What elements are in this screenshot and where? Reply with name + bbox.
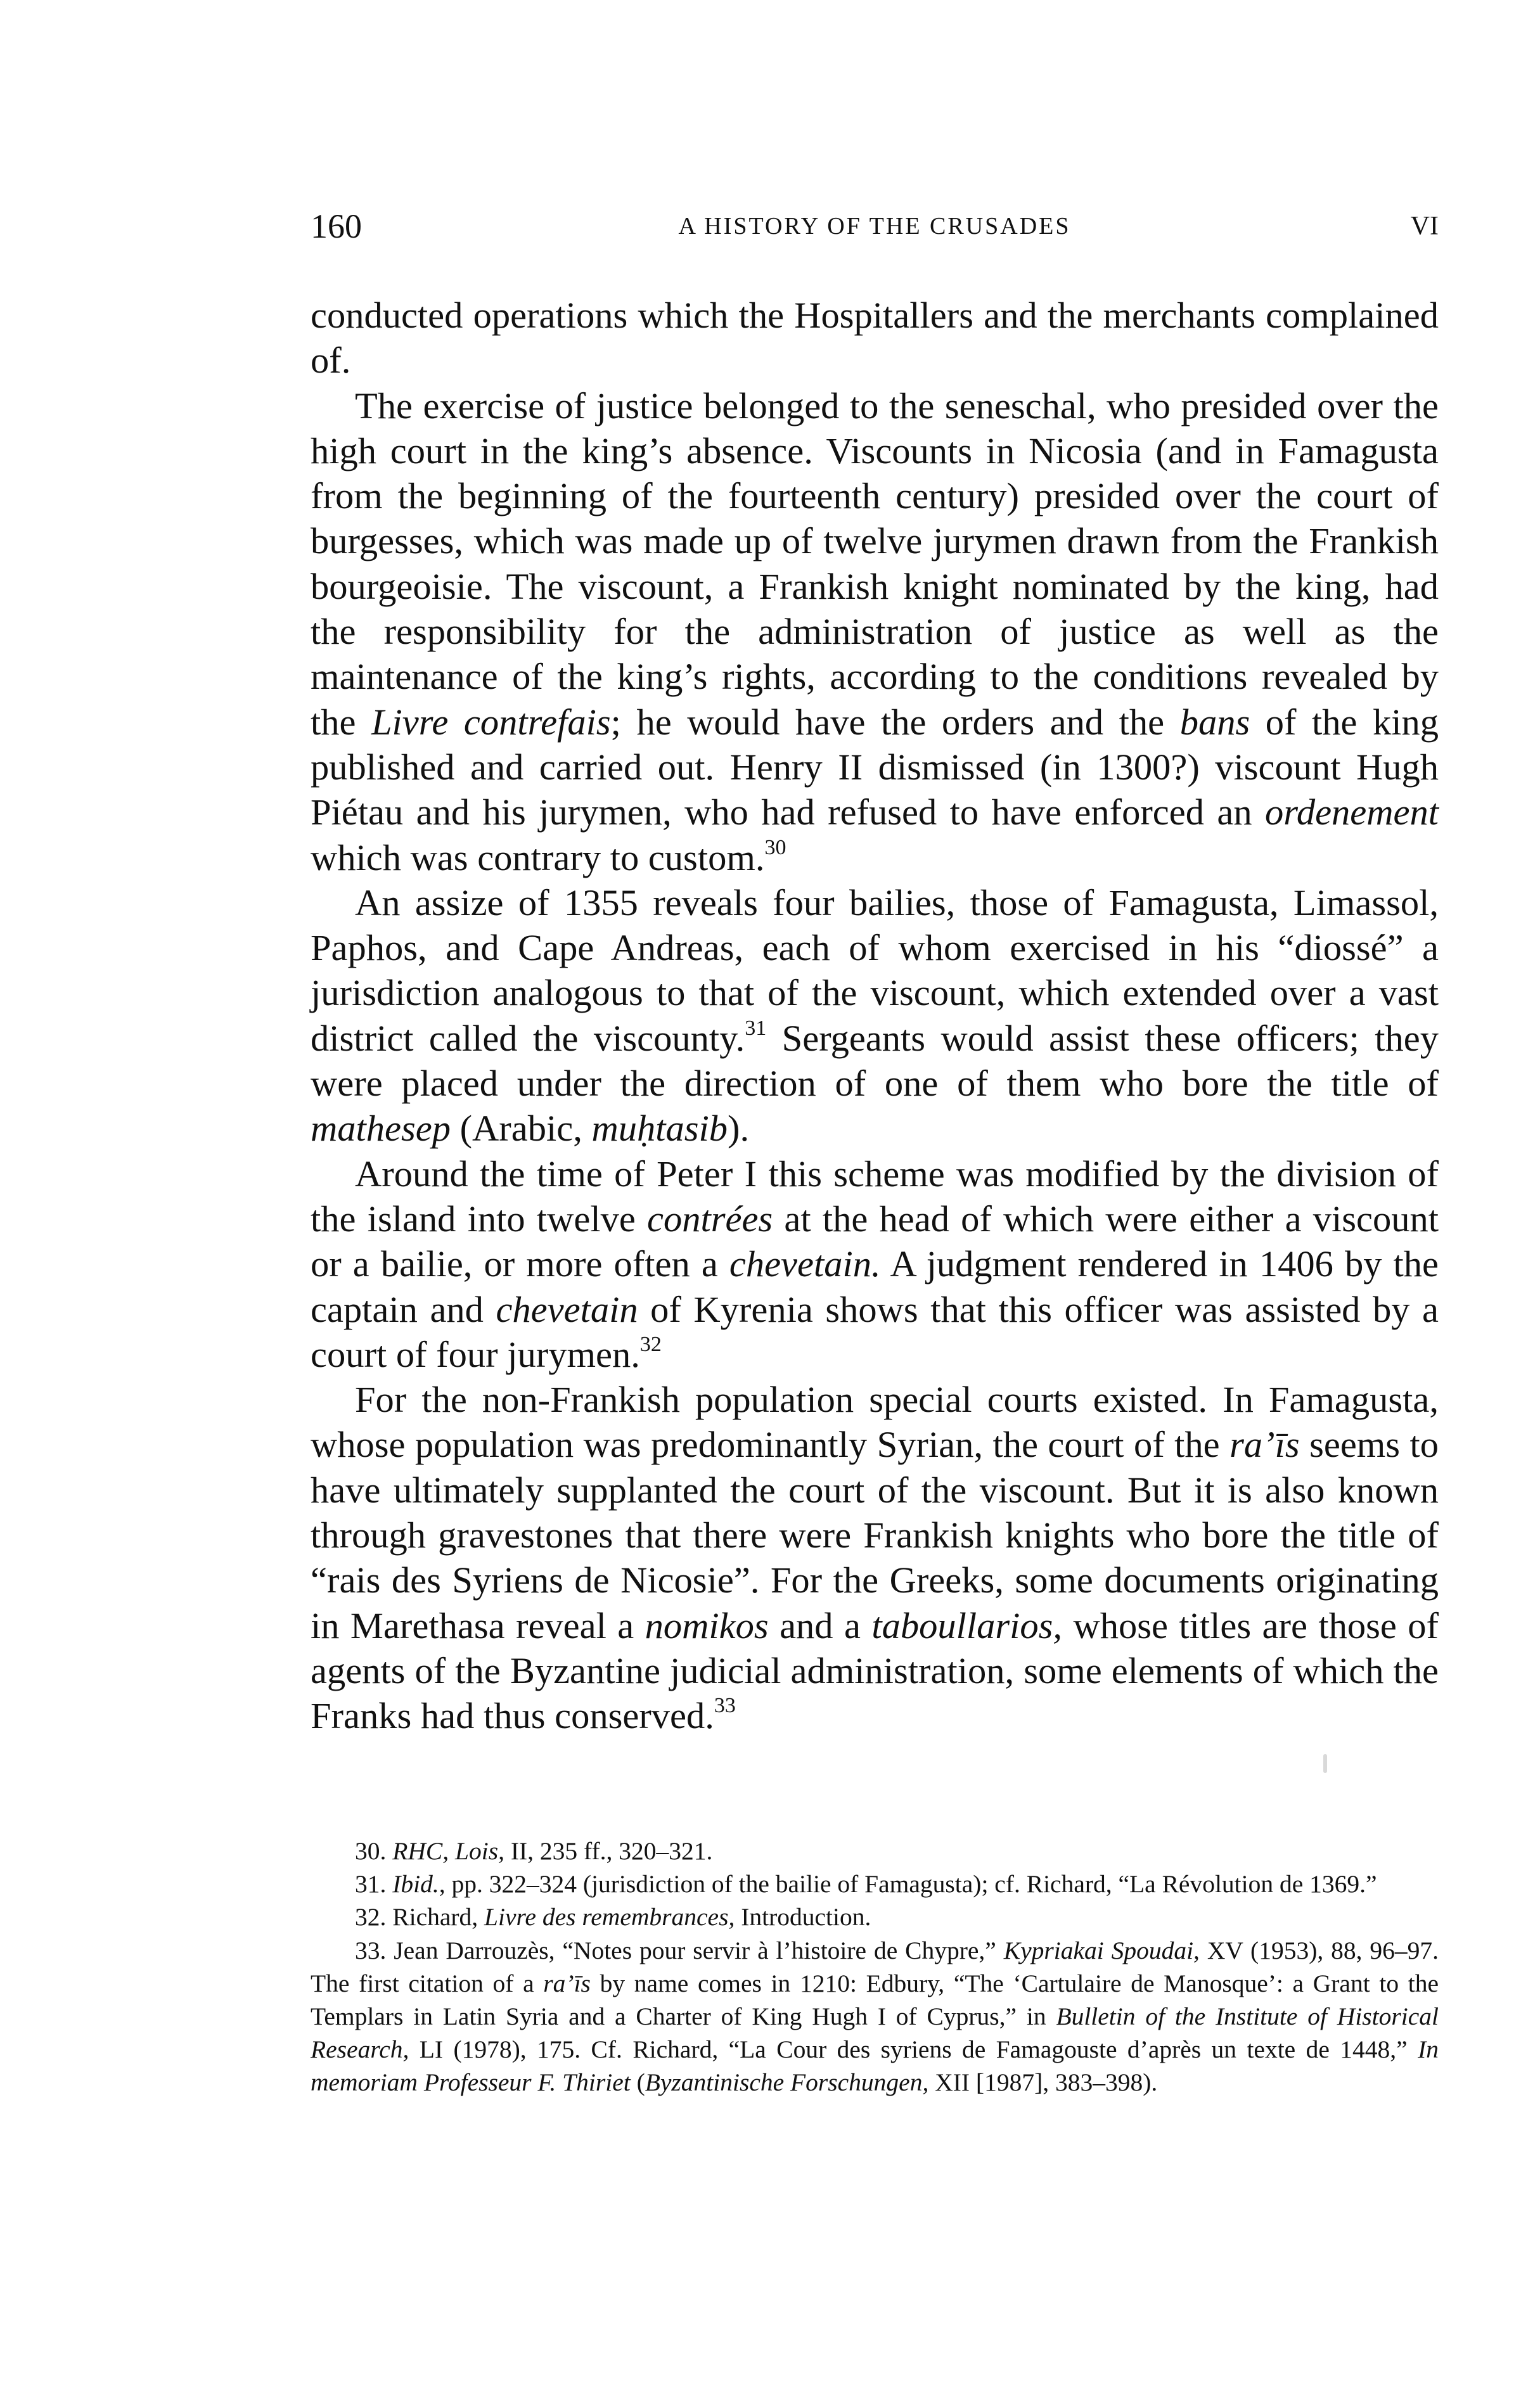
text-run: An assize of 1355 reveals four bailies, those of Famagusta, Limassol, Paphos, and Cape Andreas, each of whom exercised in his “diossé” a jurisdiction analogous to that of the viscount, which extended over a vast district called the viscounty. bbox=[311, 881, 1439, 1059]
footnote-number: 30. bbox=[355, 1837, 387, 1865]
text-run: pp. 322–324 (jurisdiction of the bailie of Famagusta); cf. Richard, “La Révolution de 1369.” bbox=[445, 1870, 1377, 1899]
italic-text: taboullarios, bbox=[871, 1604, 1063, 1646]
footnotes bbox=[311, 1835, 1439, 2099]
text-run: Around the time of Peter I this scheme was modified by the division of the island into twelve bbox=[311, 1153, 1439, 1239]
running-head bbox=[311, 204, 1439, 248]
text-run: by name comes in 1210: Edbury, “The ‘Cartulaire de Manosque’: a Grant to the Templars in Latin Syria and a Charter of King Hugh I of Cyprus,” in bbox=[311, 1969, 1439, 2031]
text-run: For the non-Frankish population special courts existed. In Famagusta, whose population was predominantly Syrian, the court of the bbox=[311, 1379, 1439, 1466]
italic-text: Livre des remembrances, bbox=[484, 1903, 735, 1931]
text-run: (Arabic, bbox=[450, 1108, 592, 1150]
body-paragraph bbox=[311, 383, 1439, 880]
text-run: which was contrary to custom. bbox=[311, 836, 765, 878]
italic-text: ra’īs bbox=[1229, 1424, 1300, 1466]
text-run: of Kyrenia shows that this officer was assisted by a court of four jurymen. bbox=[311, 1288, 1439, 1375]
text-run: Richard, bbox=[392, 1903, 485, 1931]
footnote-number: 33. bbox=[355, 1936, 387, 1964]
body-paragraph bbox=[311, 1377, 1439, 1738]
text-run: Jean Darrouzès, “Notes pour servir à l’histoire de Chypre,” bbox=[394, 1936, 1004, 1964]
italic-text: ordenement bbox=[1265, 791, 1439, 833]
italic-text: bans bbox=[1179, 701, 1250, 743]
italic-text: chevetain bbox=[496, 1288, 638, 1330]
footnote-ref: 31 bbox=[745, 1016, 767, 1040]
text-run: at the head of which were either a viscount or a bailie, or more often a bbox=[311, 1198, 1439, 1285]
italic-text: mathesep bbox=[311, 1108, 451, 1150]
body-paragraph bbox=[311, 880, 1439, 1151]
italic-text: chevetain. bbox=[729, 1243, 881, 1285]
italic-text: ra’īs bbox=[543, 1969, 591, 1997]
italic-text: muḥtasib bbox=[591, 1108, 728, 1150]
italic-text: Kypriakai Spoudai, bbox=[1003, 1936, 1200, 1964]
text-run: LI (1978), 175. Cf. Richard, “La Cour des syriens de Famagouste d’après un texte de 1448,” bbox=[409, 2035, 1418, 2064]
footnote-ref: 30 bbox=[764, 835, 786, 859]
text-run: whose titles are those of agents of the Byzantine judicial administration, some elements of which the Franks had thus conserved. bbox=[311, 1604, 1439, 1737]
text-run: The exercise of justice belonged to the seneschal, who presided over the high court in the king’s absence. Viscounts in Nicosia (and in Famagusta from the beginning of the fourteenth century) presided over the court of burgesses, which was made up of twelve jurymen drawn from the Frankish bourgeoisie. The viscount, a Frankish knight nominated by the king, had the responsibility for the administration of justice as well as the maintenance of the king’s rights, according to the conditions revealed by the bbox=[311, 385, 1439, 743]
footnote bbox=[311, 1867, 1439, 1900]
text-run: ; he would have the orders and the bbox=[610, 701, 1180, 743]
text-run: seems to have ultimately supplanted the court of the viscount. But it is also known through gravestones that there were Frankish knights who bore the title of “rais des Syriens de Nicosie”. For the Greeks, some documents originating in Marethasa reveal a bbox=[311, 1424, 1439, 1646]
running-title: A HISTORY OF THE CRUSADES bbox=[678, 213, 1071, 240]
footnote-number: 32. bbox=[355, 1903, 387, 1931]
italic-text: Bulletin of the Institute of Historical Research, bbox=[311, 2002, 1439, 2064]
body-paragraph bbox=[311, 1151, 1439, 1377]
italic-text: RHC, Lois, bbox=[392, 1837, 504, 1865]
page-number: 160 bbox=[311, 207, 362, 245]
footnote bbox=[311, 1934, 1439, 2099]
footnote-ref: 33 bbox=[714, 1694, 736, 1718]
footnote-number: 31. bbox=[355, 1870, 387, 1899]
scan-mark bbox=[1323, 1754, 1327, 1773]
text-run: ( bbox=[630, 2068, 645, 2097]
text-run: and a bbox=[768, 1604, 872, 1646]
chapter-number: VI bbox=[1410, 212, 1439, 241]
body-text bbox=[311, 293, 1439, 1739]
footnote-ref: 32 bbox=[639, 1332, 662, 1356]
text-run: A judgment rendered in 1406 by the captain and bbox=[311, 1243, 1439, 1330]
text-run: ). bbox=[728, 1108, 750, 1150]
footnote bbox=[311, 1835, 1439, 1867]
footnote bbox=[311, 1900, 1439, 1933]
body-paragraph bbox=[311, 293, 1439, 383]
text-run: XV (1953), 88, 96–97. The first citation of a bbox=[311, 1936, 1439, 1997]
italic-text: Livre contrefais bbox=[371, 701, 611, 743]
text-run: conducted operations which the Hospitallers and the merchants complained of. bbox=[311, 295, 1439, 381]
italic-text: Ibid., bbox=[392, 1870, 446, 1899]
text-run: Introduction. bbox=[735, 1903, 871, 1931]
italic-text: nomikos bbox=[645, 1604, 769, 1646]
text-run: Sergeants would assist these officers; they were placed under the direction of one of them who bore the title of bbox=[311, 1017, 1439, 1105]
text-run: of the king published and carried out. Henry II dismissed (in 1300?) viscount Hugh Piétau and his jurymen, who had refused to have enforced an bbox=[311, 701, 1439, 833]
italic-text: Byzantinische Forschungen, bbox=[645, 2068, 929, 2097]
italic-text: contrées bbox=[647, 1198, 773, 1239]
text-run: II, 235 ff., 320–321. bbox=[504, 1837, 713, 1865]
italic-text: In memoriam Professeur F. Thiriet bbox=[311, 2035, 1439, 2097]
text-run: XII [1987], 383–398). bbox=[928, 2068, 1158, 2097]
